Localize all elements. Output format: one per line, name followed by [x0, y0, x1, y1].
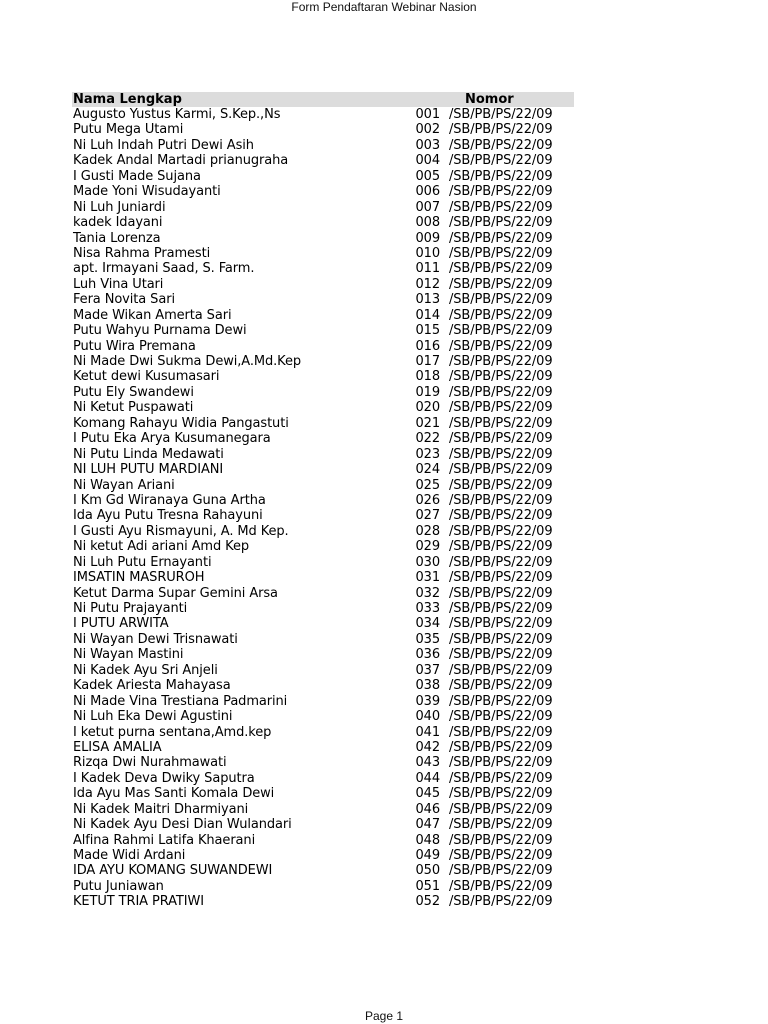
- row-name: Ni Wayan Dewi Trisnawati: [73, 631, 238, 647]
- table-row: [72, 246, 574, 261]
- row-code: /SB/PB/PS/22/09: [449, 786, 553, 802]
- table-row: [72, 339, 574, 354]
- row-number: 035: [415, 631, 440, 647]
- table-header: [72, 92, 574, 107]
- row-name: Kadek Andal Martadi prianugraha: [73, 153, 289, 169]
- row-code: /SB/PB/PS/22/09: [449, 693, 553, 709]
- row-number: 024: [415, 462, 440, 478]
- row-number: 030: [415, 554, 440, 570]
- table-row: [72, 879, 574, 894]
- row-number: 033: [415, 601, 440, 616]
- row-code: /SB/PB/PS/22/09: [449, 230, 553, 246]
- table-row: [72, 400, 574, 415]
- table-row: [72, 601, 574, 616]
- table-row: [72, 709, 574, 724]
- row-name: Tania Lorenza: [73, 230, 161, 246]
- row-code: /SB/PB/PS/22/09: [449, 415, 553, 431]
- row-number: 005: [415, 168, 440, 184]
- row-code: /SB/PB/PS/22/09: [449, 817, 553, 833]
- table-row: [72, 863, 574, 878]
- row-number: 031: [415, 570, 440, 586]
- row-number: 026: [415, 492, 440, 508]
- row-name: Ketut Darma Supar Gemini Arsa: [73, 585, 278, 601]
- row-code: /SB/PB/PS/22/09: [449, 709, 553, 725]
- row-number: 021: [415, 415, 440, 431]
- row-name: apt. Irmayani Saad, S. Farm.: [73, 261, 255, 277]
- row-code: /SB/PB/PS/22/09: [449, 894, 553, 910]
- row-name: Komang Rahayu Widia Pangastuti: [73, 415, 289, 431]
- row-name: Ni Putu Prajayanti: [73, 601, 188, 616]
- table-row: [72, 678, 574, 693]
- table-row: [72, 369, 574, 384]
- table-row: [72, 292, 574, 307]
- row-number: 019: [415, 384, 440, 400]
- table-row: [72, 771, 574, 786]
- row-name: I Putu Eka Arya Kusumanegara: [73, 431, 271, 447]
- row-name: I Km Gd Wiranaya Guna Artha: [73, 492, 266, 508]
- table-row: [72, 385, 574, 400]
- row-code: /SB/PB/PS/22/09: [449, 369, 553, 385]
- row-number: 009: [415, 230, 440, 246]
- row-code: /SB/PB/PS/22/09: [449, 832, 553, 848]
- row-code: /SB/PB/PS/22/09: [449, 215, 553, 231]
- row-code: /SB/PB/PS/22/09: [449, 631, 553, 647]
- row-code: /SB/PB/PS/22/09: [449, 585, 553, 601]
- row-code: /SB/PB/PS/22/09: [449, 601, 553, 616]
- row-name: Ni Kadek Ayu Sri Anjeli: [73, 662, 218, 678]
- row-number: 006: [415, 184, 440, 200]
- table-body: [72, 107, 574, 910]
- row-number: 012: [415, 276, 440, 292]
- table-row: [72, 169, 574, 184]
- row-number: 025: [415, 477, 440, 493]
- row-name: Ni Made Vina Trestiana Padmarini: [73, 693, 288, 709]
- table-row: [72, 740, 574, 755]
- row-name: Ni Luh Eka Dewi Agustini: [73, 709, 233, 725]
- table-row: [72, 586, 574, 601]
- row-code: /SB/PB/PS/22/09: [449, 307, 553, 323]
- row-code: /SB/PB/PS/22/09: [449, 724, 553, 740]
- registrant-table: [72, 92, 574, 910]
- row-number: 002: [415, 122, 440, 138]
- row-code: /SB/PB/PS/22/09: [449, 245, 553, 261]
- table-row: [72, 231, 574, 246]
- row-name: KETUT TRIA PRATIWI: [73, 894, 204, 910]
- row-name: Putu Juniawan: [73, 878, 164, 894]
- row-number: 013: [415, 292, 440, 308]
- row-code: /SB/PB/PS/22/09: [449, 107, 553, 122]
- row-name: Ni Luh Juniardi: [73, 199, 166, 215]
- row-name: Made Yoni Wisudayanti: [73, 184, 221, 200]
- row-code: /SB/PB/PS/22/09: [449, 400, 553, 416]
- row-name: I Gusti Ayu Rismayuni, A. Md Kep.: [73, 523, 289, 539]
- table-row: [72, 122, 574, 137]
- row-number: 036: [415, 647, 440, 663]
- table-row: [72, 725, 574, 740]
- row-name: Ketut dewi Kusumasari: [73, 369, 220, 385]
- row-name: Nisa Rahma Pramesti: [73, 245, 211, 261]
- row-name: I Kadek Deva Dwiky Saputra: [73, 770, 255, 786]
- row-number: 038: [415, 678, 440, 694]
- row-name: I PUTU ARWITA: [73, 616, 169, 632]
- row-name: Ni Ketut Puspawati: [73, 400, 194, 416]
- row-number: 007: [415, 199, 440, 215]
- row-code: /SB/PB/PS/22/09: [449, 492, 553, 508]
- row-code: /SB/PB/PS/22/09: [449, 539, 553, 555]
- row-number: 015: [415, 323, 440, 339]
- row-name: Fera Novita Sari: [73, 292, 175, 308]
- row-code: /SB/PB/PS/22/09: [449, 338, 553, 354]
- table-row: [72, 261, 574, 276]
- page-footer: Page 1: [364, 1009, 404, 1023]
- row-name: Ni Putu Linda Medawati: [73, 446, 224, 462]
- row-code: /SB/PB/PS/22/09: [449, 477, 553, 493]
- row-number: 041: [415, 724, 440, 740]
- row-name: Ni Kadek Maitri Dharmiyani: [73, 801, 249, 817]
- row-name: Putu Ely Swandewi: [73, 384, 194, 400]
- row-name: Ni Luh Indah Putri Dewi Asih: [73, 137, 254, 153]
- row-number: 043: [415, 755, 440, 771]
- table-row: [72, 848, 574, 863]
- table-row: [72, 354, 574, 369]
- table-row: [72, 663, 574, 678]
- row-name: Augusto Yustus Karmi, S.Kep.,Ns: [73, 107, 281, 122]
- table-row: [72, 462, 574, 477]
- row-code: /SB/PB/PS/22/09: [449, 554, 553, 570]
- row-name: Made Wikan Amerta Sari: [73, 307, 232, 323]
- row-number: 004: [415, 153, 440, 169]
- row-code: /SB/PB/PS/22/09: [449, 755, 553, 771]
- row-number: 003: [415, 137, 440, 153]
- row-code: /SB/PB/PS/22/09: [449, 848, 553, 863]
- row-name: Made Widi Ardani: [73, 848, 186, 863]
- row-name: NI LUH PUTU MARDIANI: [73, 462, 224, 478]
- row-name: Rizqa Dwi Nurahmawati: [73, 755, 227, 771]
- row-name: IDA AYU KOMANG SUWANDEWI: [73, 863, 273, 879]
- row-code: /SB/PB/PS/22/09: [449, 662, 553, 678]
- table-row: [72, 277, 574, 292]
- table-row: [72, 647, 574, 662]
- row-code: /SB/PB/PS/22/09: [449, 878, 553, 894]
- table-row: [72, 200, 574, 215]
- table-row: [72, 539, 574, 554]
- row-code: /SB/PB/PS/22/09: [449, 508, 553, 524]
- row-number: 023: [415, 446, 440, 462]
- row-name: Putu Wira Premana: [73, 338, 196, 354]
- row-number: 050: [415, 863, 440, 879]
- row-name: Putu Mega Utami: [73, 122, 184, 138]
- row-code: /SB/PB/PS/22/09: [449, 770, 553, 786]
- row-code: /SB/PB/PS/22/09: [449, 261, 553, 277]
- row-name: Alfina Rahmi Latifa Khaerani: [73, 832, 256, 848]
- table-row: [72, 508, 574, 523]
- row-name: Putu Wahyu Purnama Dewi: [73, 323, 247, 339]
- row-name: IMSATIN MASRUROH: [73, 570, 205, 586]
- row-number: 027: [415, 508, 440, 524]
- table-row: [72, 817, 574, 832]
- table-row: [72, 431, 574, 446]
- row-name: Ni Wayan Mastini: [73, 647, 184, 663]
- table-row: [72, 616, 574, 631]
- row-number: 046: [415, 801, 440, 817]
- table-row: [72, 493, 574, 508]
- row-number: 010: [415, 245, 440, 261]
- document-title: Form Pendaftaran Webinar Nasion: [291, 0, 477, 14]
- row-number: 039: [415, 693, 440, 709]
- row-number: 016: [415, 338, 440, 354]
- row-code: /SB/PB/PS/22/09: [449, 354, 553, 369]
- row-number: 042: [415, 739, 440, 755]
- row-number: 049: [415, 848, 440, 863]
- table-row: [72, 215, 574, 230]
- row-name: Luh Vina Utari: [73, 276, 164, 292]
- row-code: /SB/PB/PS/22/09: [449, 678, 553, 694]
- row-name: kadek Idayani: [73, 215, 163, 231]
- row-name: Kadek Ariesta Mahayasa: [73, 678, 231, 694]
- table-row: [72, 447, 574, 462]
- row-name: I ketut purna sentana,Amd.kep: [73, 724, 272, 740]
- table-row: [72, 184, 574, 199]
- row-code: /SB/PB/PS/22/09: [449, 616, 553, 632]
- table-row: [72, 478, 574, 493]
- table-row: [72, 555, 574, 570]
- row-number: 034: [415, 616, 440, 632]
- header-number: Nomor: [465, 92, 514, 107]
- row-code: /SB/PB/PS/22/09: [449, 462, 553, 478]
- row-name: Ni Made Dwi Sukma Dewi,A.Md.Kep: [73, 354, 302, 369]
- table-row: [72, 894, 574, 909]
- header-name: Nama Lengkap: [73, 92, 182, 107]
- row-code: /SB/PB/PS/22/09: [449, 184, 553, 200]
- row-name: ELISA AMALIA: [73, 739, 162, 755]
- row-code: /SB/PB/PS/22/09: [449, 122, 553, 138]
- row-code: /SB/PB/PS/22/09: [449, 739, 553, 755]
- row-name: Ni Kadek Ayu Desi Dian Wulandari: [73, 817, 292, 833]
- table-row: [72, 416, 574, 431]
- row-code: /SB/PB/PS/22/09: [449, 292, 553, 308]
- row-name: Ni ketut Adi ariani Amd Kep: [73, 539, 249, 555]
- row-code: /SB/PB/PS/22/09: [449, 168, 553, 184]
- row-number: 045: [415, 786, 440, 802]
- row-code: /SB/PB/PS/22/09: [449, 446, 553, 462]
- table-row: [72, 138, 574, 153]
- row-number: 032: [415, 585, 440, 601]
- table-row: [72, 694, 574, 709]
- table-row: [72, 570, 574, 585]
- table-row: [72, 755, 574, 770]
- row-name: Ni Wayan Ariani: [73, 477, 175, 493]
- table-row: [72, 802, 574, 817]
- table-row: [72, 153, 574, 168]
- table-row: [72, 524, 574, 539]
- row-name: Ida Ayu Mas Santi Komala Dewi: [73, 786, 275, 802]
- row-code: /SB/PB/PS/22/09: [449, 570, 553, 586]
- row-code: /SB/PB/PS/22/09: [449, 199, 553, 215]
- table-row: [72, 833, 574, 848]
- row-number: 022: [415, 431, 440, 447]
- row-number: 040: [415, 709, 440, 725]
- row-number: 001: [415, 107, 440, 122]
- row-number: 037: [415, 662, 440, 678]
- row-number: 008: [415, 215, 440, 231]
- row-number: 051: [415, 878, 440, 894]
- row-name: Ida Ayu Putu Tresna Rahayuni: [73, 508, 263, 524]
- row-code: /SB/PB/PS/22/09: [449, 384, 553, 400]
- table-row: [72, 632, 574, 647]
- row-code: /SB/PB/PS/22/09: [449, 323, 553, 339]
- row-number: 020: [415, 400, 440, 416]
- row-code: /SB/PB/PS/22/09: [449, 431, 553, 447]
- row-number: 028: [415, 523, 440, 539]
- row-code: /SB/PB/PS/22/09: [449, 153, 553, 169]
- row-code: /SB/PB/PS/22/09: [449, 801, 553, 817]
- row-number: 048: [415, 832, 440, 848]
- row-code: /SB/PB/PS/22/09: [449, 276, 553, 292]
- row-number: 052: [415, 894, 440, 910]
- table-row: [72, 323, 574, 338]
- row-number: 029: [415, 539, 440, 555]
- row-number: 011: [415, 261, 440, 277]
- table-row: [72, 786, 574, 801]
- row-code: /SB/PB/PS/22/09: [449, 137, 553, 153]
- table-row: [72, 308, 574, 323]
- row-code: /SB/PB/PS/22/09: [449, 863, 553, 879]
- row-code: /SB/PB/PS/22/09: [449, 647, 553, 663]
- row-number: 047: [415, 817, 440, 833]
- table-row: [72, 107, 574, 122]
- row-number: 044: [415, 770, 440, 786]
- row-number: 014: [415, 307, 440, 323]
- row-number: 017: [415, 354, 440, 369]
- row-code: /SB/PB/PS/22/09: [449, 523, 553, 539]
- row-name: I Gusti Made Sujana: [73, 168, 201, 184]
- row-name: Ni Luh Putu Ernayanti: [73, 554, 212, 570]
- row-number: 018: [415, 369, 440, 385]
